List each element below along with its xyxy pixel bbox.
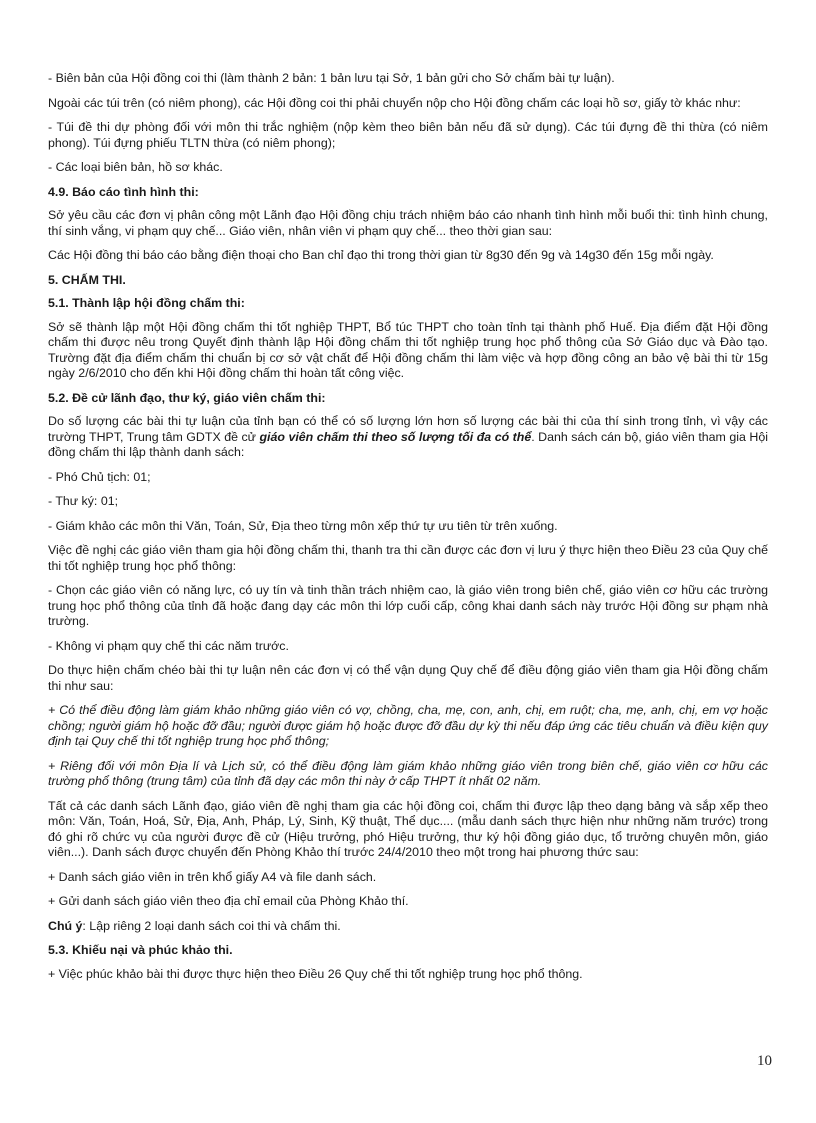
paragraph: - Chọn các giáo viên có năng lực, có uy tín và tinh thần trách nhiệm cao, là giáo viên trong biên chế, giáo viên cơ hữu các trường trung học phổ thông của tỉnh đã hoặc đang dạy các môn thi lớp cuối cấp, công khai danh sách này trước Hội đồng sư phạm nhà trường. <box>48 583 768 628</box>
section-heading: 5.3. Khiếu nại và phúc khảo thi. <box>48 943 233 957</box>
paragraph: + Gửi danh sách giáo viên theo địa chỉ email của Phòng Khảo thí. <box>48 894 409 908</box>
paragraph: Sở yêu cầu các đơn vị phân công một Lãnh đạo Hội đồng chịu trách nhiệm báo cáo nhanh tình hình mỗi buổi thi: tình hình chung, thí sinh vắng, vi phạm quy chế... Giáo viên, nhân viên vi phạm quy chế... theo thời gian sau: <box>48 208 768 238</box>
paragraph: + Việc phúc khảo bài thi được thực hiện theo Điều 26 Quy chế thi tốt nghiệp trung học phổ thông. <box>48 966 583 981</box>
section-heading: 5. CHẤM THI. <box>48 272 126 287</box>
paragraph: - Túi đề thi dự phòng đối với môn thi trắc nghiệm (nộp kèm theo biên bản nếu đã sử dụng). Các túi đựng đề thi thừa (có niêm phong). Túi đựng phiếu TLTN thừa (có niêm phong); <box>48 120 768 150</box>
paragraph: Tất cả các danh sách Lãnh đạo, giáo viên đề nghị tham gia các hội đồng coi, chấm thi được lập theo dạng bảng và sắp xếp theo môn: Văn, Toán, Hoá, Sử, Địa, Anh, Pháp, Lý, Sinh, Kỹ thuật, Thể dục.... (mẫu danh sách thực hiện như những năm trước) trong đó ghi rõ chức vụ của người được đề cử (Hiệu trưởng, phó Hiệu trưởng, thư ký hội đồng giáo dục, tổ trưởng chuyên môn, giáo viên...). Danh sách được chuyển đến Phòng Khảo thí trước 24/4/2010 theo một trong hai phương thức sau: <box>48 798 768 859</box>
paragraph: Do thực hiện chấm chéo bài thi tự luận nên các đơn vị có thể vận dụng Quy chế để điều động giáo viên tham gia Hội đồng chấm thi như sau: <box>48 663 768 693</box>
paragraph: + Riêng đối với môn Địa lí và Lịch sử, có thể điều động làm giám khảo những giáo viên trong biên chế, giáo viên cơ hữu các trường phổ thông (trung tâm) của tỉnh đã dạy các môn thi này ở cấp THPT ít nhất 02 năm. <box>48 758 768 788</box>
note-label: Chú ý <box>48 918 83 933</box>
section-heading: 5.1. Thành lập hội đồng chấm thi: <box>48 296 245 310</box>
section-heading: 5.2. Đề cử lãnh đạo, thư ký, giáo viên chấm thi: <box>48 390 326 405</box>
paragraph: Các Hội đồng thi báo cáo bằng điện thoại cho Ban chỉ đạo thi trong thời gian từ 8g30 đến 9g và 14g30 đến 15g mỗi ngày. <box>48 248 714 262</box>
paragraph: - Biên bản của Hội đồng coi thi (làm thành 2 bản: 1 bản lưu tại Sở, 1 bản gửi cho Sở chấm bài tự luận). <box>48 71 615 85</box>
paragraph-text: . Danh sách cán bộ, giáo viên tham gia Hội đồng chấm thi lập thành danh sách: <box>48 429 768 459</box>
paragraph-text: : Lập riêng 2 loại danh sách coi thi và chấm thi. <box>82 918 341 933</box>
paragraph: - Phó Chủ tịch: 01; <box>48 469 151 484</box>
paragraph <box>48 414 768 461</box>
emphasis-text: giáo viên chấm thi theo số lượng tối đa có thể <box>259 429 532 444</box>
paragraph: + Có thể điều động làm giám khảo những giáo viên có vợ, chồng, cha, mẹ, con, anh, chị, em ruột; cha, mẹ, anh, chị, em vợ hoặc chồng; người giám hộ hoặc đỡ đầu; người được giám hộ hoặc được đỡ đầu dự kỳ thi nếu đáp ứng các tiêu chuẩn và điều kiện quy định tại Quy chế thi tốt nghiệp trung học phổ thông; <box>48 703 768 748</box>
paragraph: - Giám khảo các môn thi Văn, Toán, Sử, Địa theo từng môn xếp thứ tự ưu tiên từ trên xuống. <box>48 518 558 533</box>
paragraph: + Danh sách giáo viên in trên khổ giấy A4 và file danh sách. <box>48 869 377 884</box>
paragraph: - Không vi phạm quy chế thi các năm trước. <box>48 638 289 653</box>
section-heading: 4.9. Báo cáo tình hình thi: <box>48 184 199 199</box>
paragraph: Sở sẽ thành lập một Hội đồng chấm thi tốt nghiệp THPT, Bổ túc THPT cho toàn tỉnh tại thành phố Huế. Địa điểm đặt Hội đồng chấm thi được nêu trong Quyết định thành lập Hội đồng chấm thi tốt nghiệp trung học phổ thông của Sở Giáo dục và Đào tạo. Trường đặt địa điểm chấm thi chuẩn bị cơ sở vật chất để Hội đồng chấm thi làm việc và hợp đồng công an bảo vệ bài thi từ 15g ngày 2/6/2010 cho đến khi Hội đồng chấm thi hoàn tất công việc. <box>48 319 768 380</box>
page-number: 10 <box>757 1053 772 1069</box>
paragraph: Việc đề nghị các giáo viên tham gia hội đồng chấm thi, thanh tra thi cần được các đơn vị lưu ý thực hiện theo Điều 23 của Quy chế thi tốt nghiệp trung học phổ thông: <box>48 543 768 573</box>
paragraph: Ngoài các túi trên (có niêm phong), các Hội đồng coi thi phải chuyển nộp cho Hội đồng chấm các loại hồ sơ, giấy tờ khác như: <box>48 95 741 110</box>
document-page <box>48 71 768 991</box>
paragraph: - Các loại biên bản, hồ sơ khác. <box>48 160 223 174</box>
paragraph-text: Do số lượng các bài thi tự luận của tỉnh bạn có thể có số lượng lớn hơn số lượng các bài thi của thí sinh trong tỉnh, vì vậy các trường THPT, Trung tâm GDTX đề cử <box>48 414 768 444</box>
paragraph <box>48 919 768 935</box>
paragraph: - Thư ký: 01; <box>48 494 119 508</box>
